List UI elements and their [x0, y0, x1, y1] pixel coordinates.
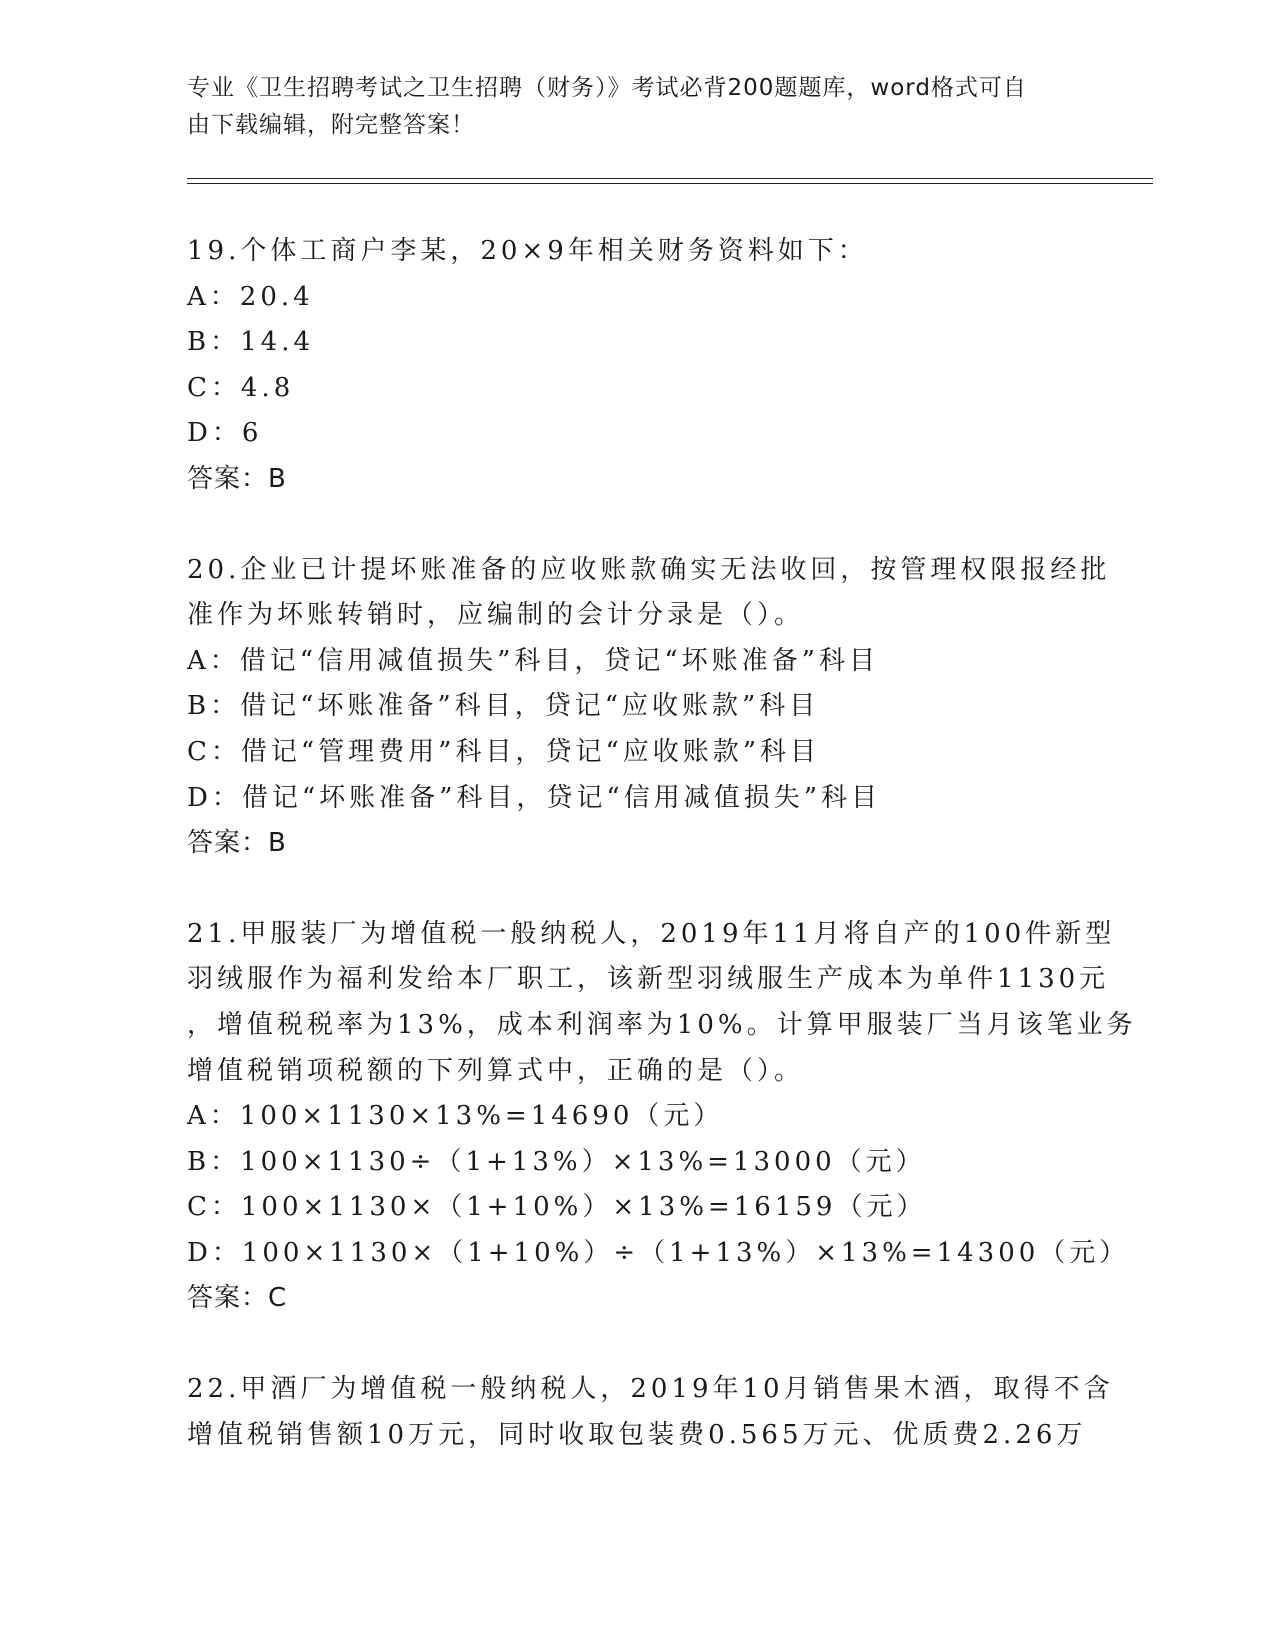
question-stem: 增值税销项税额的下列算式中，正确的是（）。 [187, 1055, 805, 1086]
question-stem: 22.甲酒厂为增值税一般纳税人，2019年10月销售果木酒，取得不含 [187, 1374, 1114, 1405]
question-stem: 准作为坏账转销时，应编制的会计分录是（）。 [187, 600, 805, 631]
question-stem: 增值税销售额10万元，同时收取包装费0.565万元、优质费2.26万 [187, 1419, 1087, 1450]
question-22 [187, 1367, 1114, 1458]
header-line-1: 专业《卫生招聘考试之卫生招聘（财务）》考试必背200题题库，word格式可自 [187, 75, 1027, 101]
answer: 答案：C [187, 1283, 288, 1314]
document-header [187, 70, 1067, 144]
question-21 [187, 912, 1137, 1322]
header-divider-top [187, 178, 1153, 179]
option-a: A：20.4 [187, 281, 314, 312]
header-divider-bottom [187, 183, 1153, 184]
option-d: D：6 [187, 418, 263, 449]
answer: 答案：B [187, 463, 287, 494]
question-stem: 羽绒服作为福利发给本厂职工，该新型羽绒服生产成本为单件1130元 [187, 964, 1110, 995]
answer: 答案：B [187, 828, 287, 859]
question-20 [187, 548, 1111, 867]
option-d: D：100×1130×（1+10%）÷（1+13%）×13%=14300（元） [187, 1237, 1130, 1268]
question-list [187, 229, 1137, 1458]
question-stem: ，增值税税率为13%，成本利润率为10%。计算甲服装厂当月该笔业务 [187, 1009, 1137, 1040]
option-d: D：借记“坏账准备”科目，贷记“信用减值损失”科目 [187, 782, 882, 813]
question-stem: 21.甲服装厂为增值税一般纳税人，2019年11月将自产的100件新型 [187, 918, 1116, 949]
option-a: A：100×1130×13%=14690（元） [187, 1101, 724, 1132]
option-c: C：100×1130×（1+10%）×13%=16159（元） [187, 1192, 927, 1223]
option-c: C：借记“管理费用”科目，贷记“应收账款”科目 [187, 736, 821, 767]
question-stem: 20.企业已计提坏账准备的应收账款确实无法收回，按管理权限报经批 [187, 554, 1111, 585]
option-a: A：借记“信用减值损失”科目，贷记“坏账准备”科目 [187, 645, 879, 676]
header-line-2: 由下载编辑，附完整答案！ [187, 112, 475, 138]
option-b: B：14.4 [187, 327, 314, 358]
question-19 [187, 229, 1087, 503]
option-c: C：4.8 [187, 372, 295, 403]
question-stem: 19.个体工商户李某，20×9年相关财务资料如下： [187, 236, 868, 266]
option-b: B：借记“坏账准备”科目，贷记“应收账款”科目 [187, 691, 820, 722]
option-b: B：100×1130÷（1+13%）×13%=13000（元） [187, 1146, 926, 1177]
